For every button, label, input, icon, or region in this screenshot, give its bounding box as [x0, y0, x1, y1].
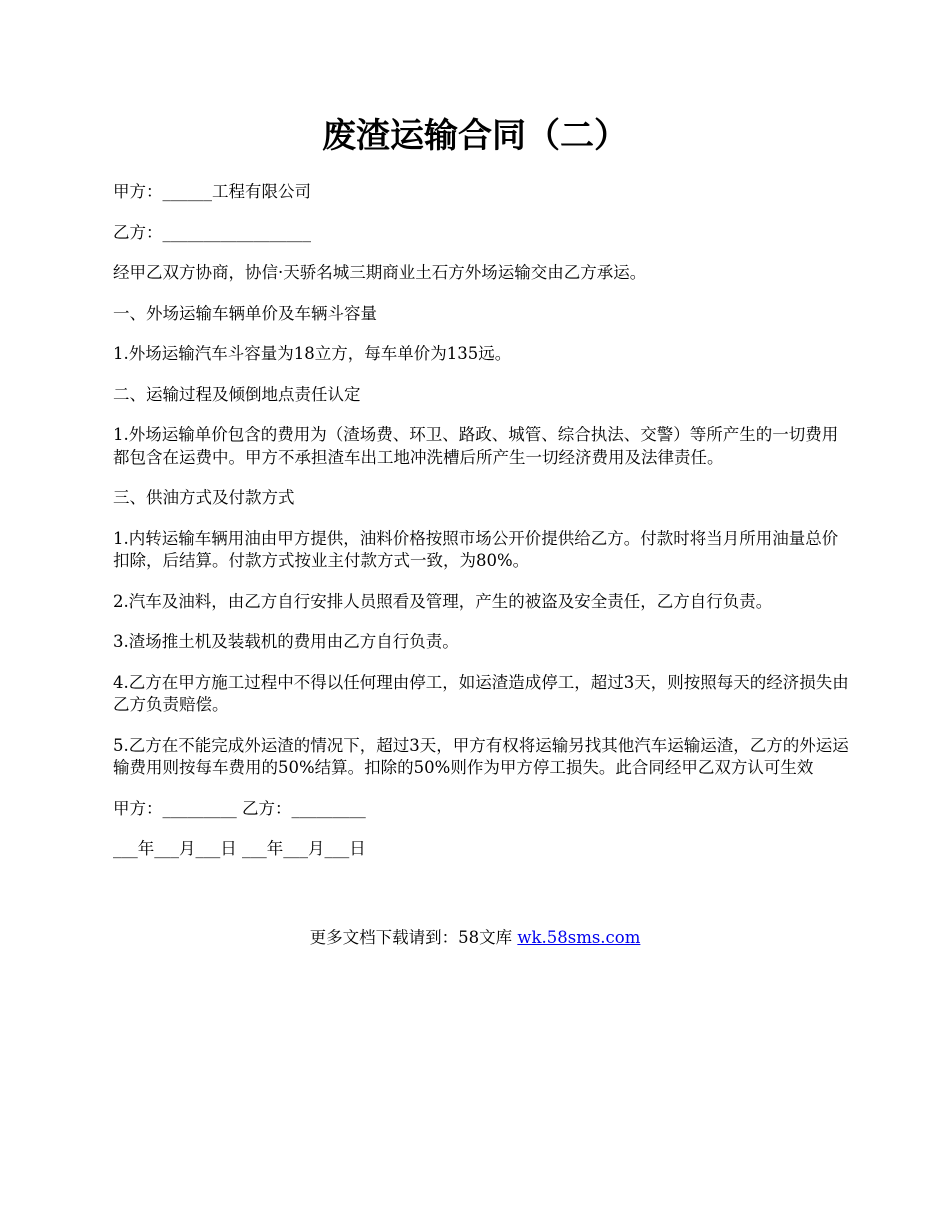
footer-link[interactable]: wk.58sms.com [517, 928, 641, 947]
section-heading-2: 二、运输过程及倾倒地点责任认定 [113, 384, 361, 404]
clause-2-1: 1.外场运输单价包含的费用为（渣场费、环卫、路政、城管、综合执法、交警）等所产生的一切费用都包含在运费中。甲方不承担渣车出工地冲洗槽后所产生一切经济费用及法律责任。 [113, 425, 839, 467]
footer-text: 更多文档下载请到：58文库 [309, 928, 518, 947]
party-a-line: 甲方：______工程有限公司 [113, 182, 311, 201]
party-b-line: 乙方：__________________ [113, 222, 311, 242]
clause-3-3: 3.渣场推土机及装载机的费用由乙方自行负责。 [113, 632, 459, 651]
section-heading-3: 三、供油方式及付款方式 [113, 488, 295, 507]
download-footer [0, 927, 950, 949]
clause-3-4: 4.乙方在甲方施工过程中不得以任何理由停工，如运渣造成停工，超过3天，则按照每天的经济损失由乙方负责赔偿。 [113, 672, 849, 714]
date-line: ___年___月___日 ___年___月___日 [113, 839, 366, 858]
intro-paragraph: 经甲乙双方协商，协信·天骄名城三期商业土石方外场运输交由乙方承运。 [113, 263, 647, 282]
document-title: 废渣运输合同（二） [322, 116, 628, 156]
signature-line: 甲方：_________ 乙方：_________ [113, 798, 366, 818]
document-body [113, 181, 853, 879]
section-heading-1: 一、外场运输车辆单价及车辆斗容量 [113, 303, 377, 323]
clause-1-1: 1.外场运输汽车斗容量为18立方，每车单价为135远。 [113, 344, 512, 363]
clause-3-2: 2.汽车及油料，由乙方自行安排人员照看及管理，产生的被盗及安全责任，乙方自行负责。 [113, 591, 773, 611]
clause-3-1: 1.内转运输车辆用油由甲方提供，油料价格按照市场公开价提供给乙方。付款时将当月所用油量总价扣除，后结算。付款方式按业主付款方式一致，为80%。 [113, 528, 839, 570]
clause-3-5: 5.乙方在不能完成外运渣的情况下，超过3天，甲方有权将运输另找其他汽车运输运渣，乙方的外运运输费用则按每车费用的50%结算。扣除的50%则作为甲方停工损失。此合同经甲乙双方认可生效 [113, 735, 849, 777]
